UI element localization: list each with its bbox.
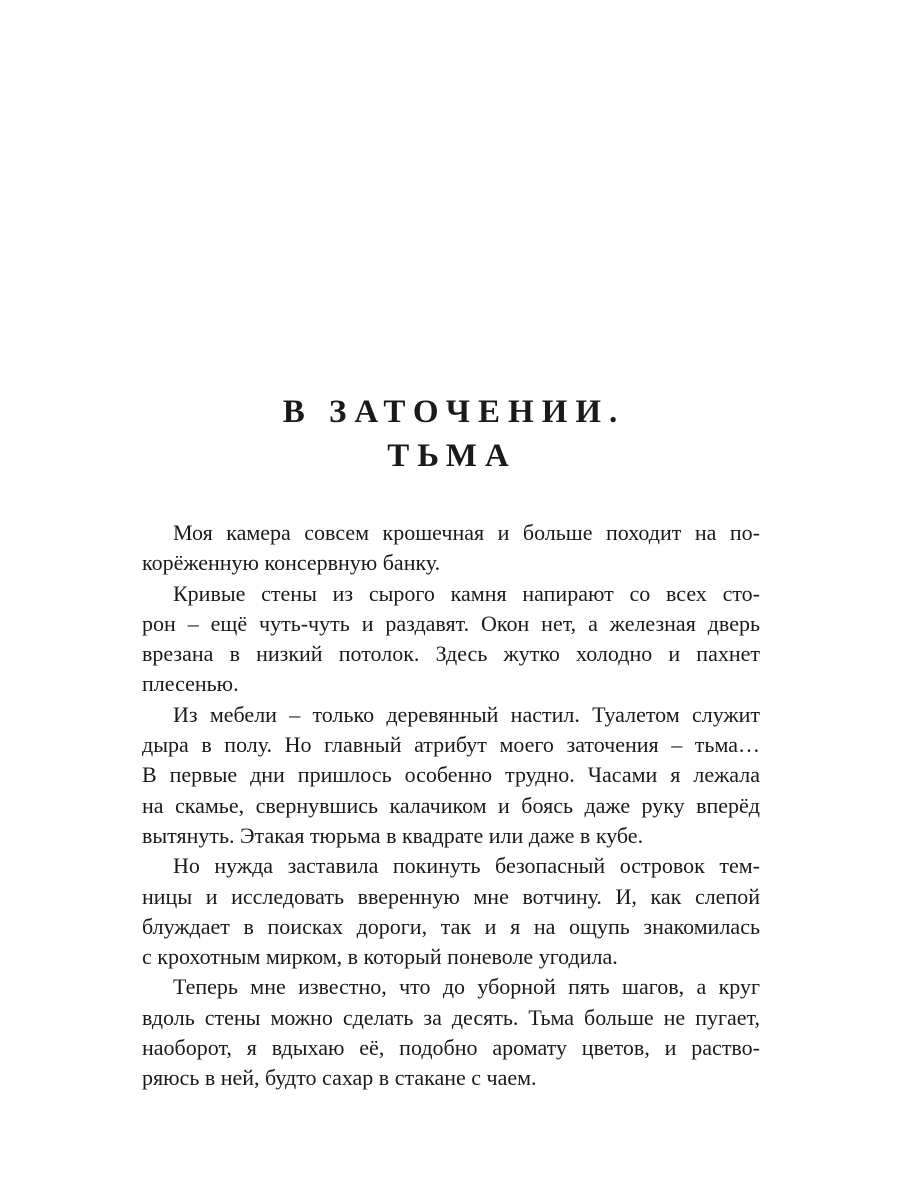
text-line: на скамье, свернувшись калачиком и боясь даже руку вперёд <box>142 792 760 818</box>
text-line: Из мебели – только деревянный настил. Туалетом служит <box>173 701 760 727</box>
paragraph <box>142 518 760 579</box>
text-line: Теперь мне известно, что до уборной пять шагов, а круг <box>173 974 760 1000</box>
paragraph <box>142 579 760 700</box>
chapter-title-line-1: В ЗАТОЧЕНИИ. <box>282 394 626 430</box>
text-line: В первые дни пришлось особенно трудно. Часами я лежала <box>142 762 760 788</box>
text-line: с крохотным мирком, в который поневоле угодила. <box>142 944 618 970</box>
text-line: дыра в полу. Но главный атрибут моего заточения – тьма… <box>142 732 760 758</box>
chapter-title-line-2: ТЬМА <box>387 438 517 474</box>
paragraph <box>142 700 760 851</box>
text-line: Моя камера совсем крошечная и больше походит на по- <box>173 520 760 545</box>
text-line: корёженную консервную банку. <box>142 550 441 576</box>
text-line: ницы и исследовать вверенную мне вотчину. И, как слепой <box>142 883 760 909</box>
text-line: рон – ещё чуть-чуть и раздавят. Окон нет, а железная дверь <box>142 610 760 636</box>
text-line: Но нужда заставила покинуть безопасный островок тем- <box>173 853 760 879</box>
text-line: плесенью. <box>142 671 239 697</box>
text-line: ряюсь в ней, будто сахар в стакане с чаем. <box>142 1065 537 1091</box>
chapter-title <box>0 390 900 478</box>
text-line: врезана в низкий потолок. Здесь жутко холодно и пахнет <box>142 641 760 667</box>
text-line: наоборот, я вдыхаю её, подобно аромату цветов, и раство- <box>142 1035 760 1061</box>
text-line: вытянуть. Этакая тюрьма в квадрате или даже в кубе. <box>142 822 644 848</box>
paragraph <box>142 972 760 1093</box>
paragraph <box>142 851 760 972</box>
chapter-body <box>142 518 760 1094</box>
text-line: вдоль стены можно сделать за десять. Тьма больше не пугает, <box>142 1004 760 1030</box>
text-line: блуждает в поисках дороги, так и я на ощупь знакомилась <box>142 913 760 939</box>
text-line: Кривые стены из сырого камня напирают со всех сто- <box>173 580 760 606</box>
